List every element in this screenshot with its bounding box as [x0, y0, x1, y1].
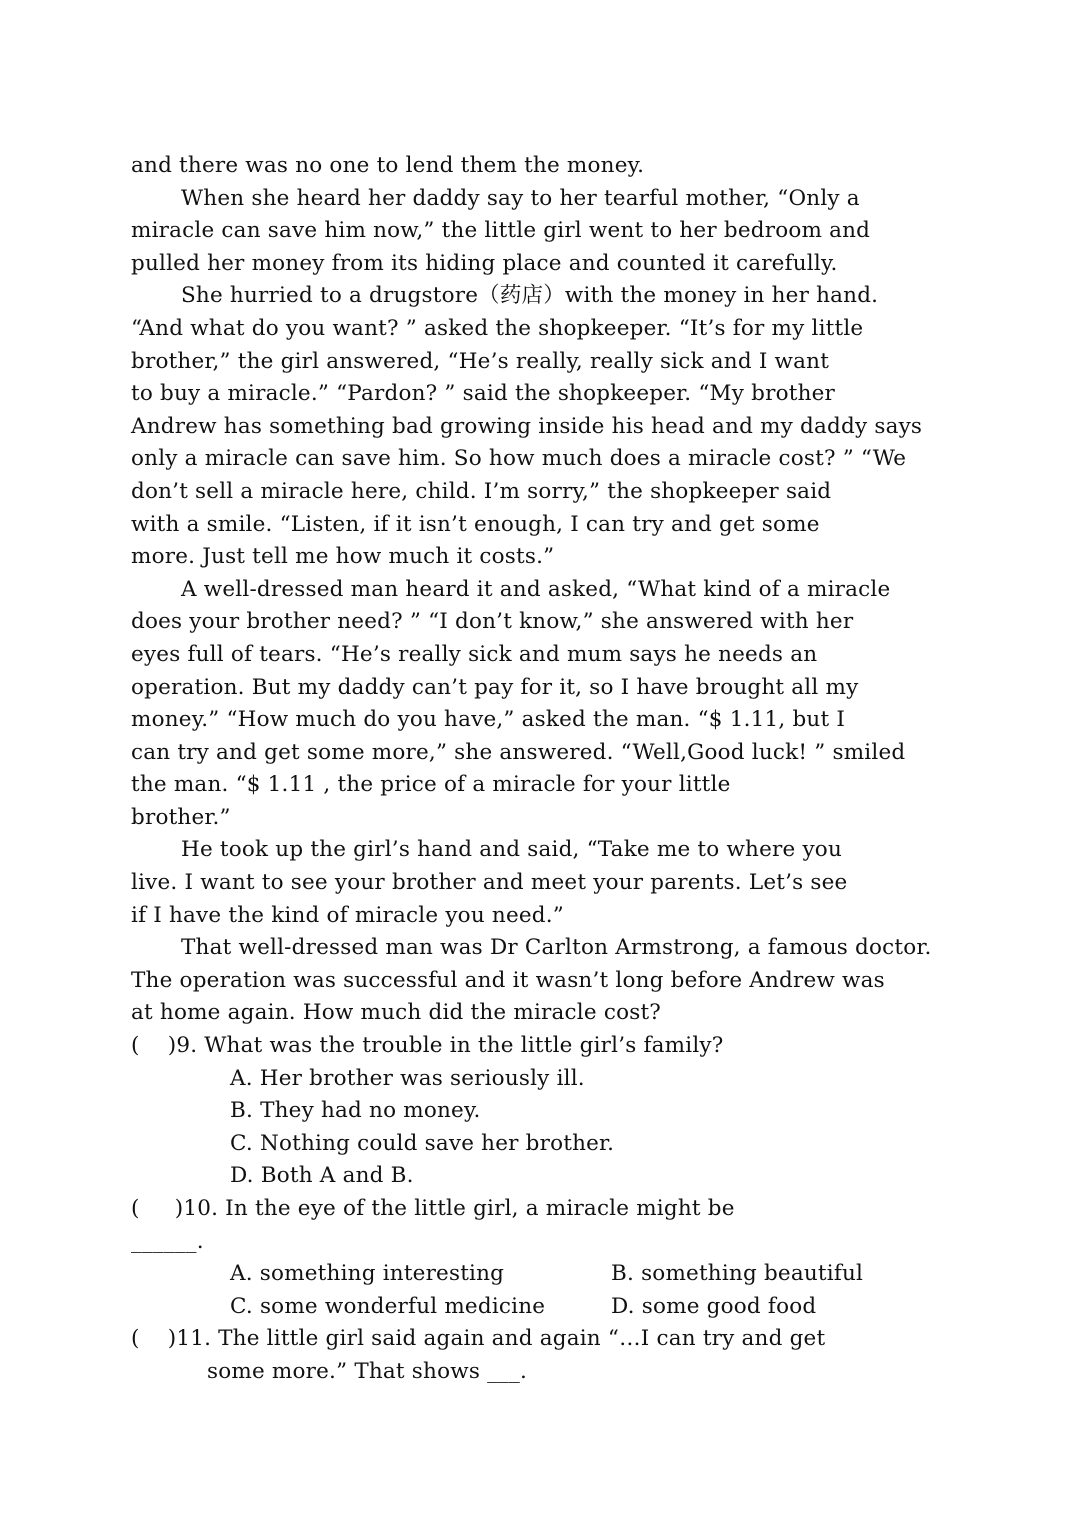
question-10-option-c: C. some wonderful medicine	[230, 1293, 546, 1319]
passage-line: more. Just tell me how much it costs.”	[131, 544, 555, 570]
passage-line: eyes full of tears. “He’s really sick and mum says he needs an	[131, 641, 818, 667]
passage-line: the man. “$ 1.11 , the price of a miracle for your little	[131, 772, 731, 798]
passage-line: She hurried to a drugstore（药店）with the money in her hand.	[181, 283, 879, 309]
question-10-stem: ( )10. In the eye of the little girl, a miracle might be	[131, 1196, 735, 1221]
passage-line: with a smile. “Listen, if it isn’t enough, I can try and get some	[131, 511, 820, 537]
question-9-option-c: C. Nothing could save her brother.	[230, 1130, 615, 1156]
passage-line: That well-dressed man was Dr Carlton Armstrong, a famous doctor.	[181, 935, 932, 961]
passage-line: The operation was successful and it wasn’t long before Andrew was	[131, 967, 885, 993]
question-10-option-d: D. some good food	[611, 1293, 817, 1319]
passage-line: and there was no one to lend them the money.	[131, 153, 645, 178]
question-10-option-a: A. something interesting	[230, 1261, 505, 1287]
passage-line: does your brother need? ” “I don’t know,” she answered with her	[131, 609, 854, 635]
question-10-stem-continued: ______.	[131, 1228, 204, 1254]
passage-line: don’t sell a miracle here, child. I’m sorry,” the shopkeeper said	[131, 478, 832, 504]
passage-line: He took up the girl’s hand and said, “Take me to where you	[181, 837, 842, 863]
question-10-option-b: B. something beautiful	[611, 1261, 864, 1287]
passage-line: brother.”	[131, 804, 231, 830]
passage-line: Andrew has something bad growing inside his head and my daddy says	[131, 413, 923, 439]
question-10-options-row-1	[131, 1258, 1011, 1291]
question-10-options-row-2	[131, 1291, 1011, 1324]
document-page	[131, 150, 1011, 1389]
passage-line: only a miracle can save him. So how much does a miracle cost? ” “We	[131, 446, 907, 472]
question-9-option-b: B. They had no money.	[230, 1098, 481, 1124]
question-9-option-d: D. Both A and B.	[230, 1163, 414, 1189]
passage-line: pulled her money from its hiding place and counted it carefully.	[131, 250, 838, 276]
passage-line: miracle can save him now,” the little girl went to her bedroom and	[131, 218, 871, 244]
passage-line: “And what do you want? ” asked the shopkeeper. “It’s for my little	[131, 315, 864, 341]
passage-line: to buy a miracle.” “Pardon? ” said the shopkeeper. “My brother	[131, 381, 836, 407]
passage-line: if I have the kind of miracle you need.”	[131, 902, 564, 928]
passage-line: operation. But my daddy can’t pay for it, so I have brought all my	[131, 674, 859, 700]
question-11-stem: ( )11. The little girl said again and again “…I can try and get	[131, 1326, 826, 1352]
passage-line: A well-dressed man heard it and asked, “What kind of a miracle	[181, 576, 891, 602]
passage-line: When she heard her daddy say to her tearful mother, “Only a	[181, 185, 860, 211]
question-9-stem: ( )9. What was the trouble in the little girl’s family?	[131, 1033, 724, 1059]
passage-line: can try and get some more,” she answered. “Well,Good luck! ” smiled	[131, 739, 906, 765]
passage-line: money.” “How much do you have,” asked the man. “$ 1.11, but I	[131, 707, 846, 733]
question-11-stem-continued: some more.” That shows ___.	[207, 1358, 527, 1384]
passage-line: at home again. How much did the miracle cost?	[131, 1000, 662, 1026]
passage-line: live. I want to see your brother and meet your parents. Let’s see	[131, 870, 848, 896]
passage-line: brother,” the girl answered, “He’s really, really sick and I want	[131, 348, 830, 374]
question-9-option-a: A. Her brother was seriously ill.	[230, 1065, 585, 1091]
